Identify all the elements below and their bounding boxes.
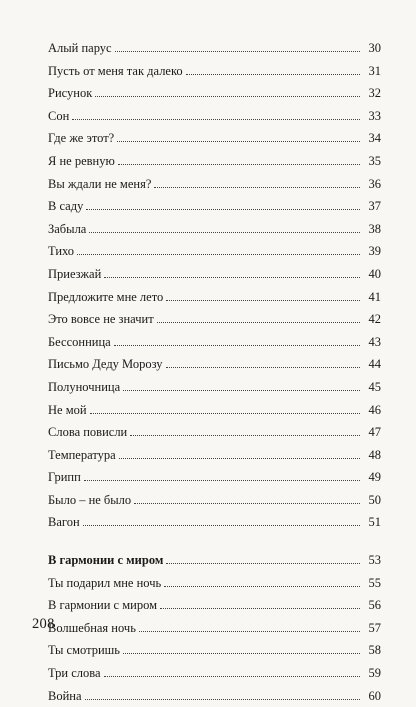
toc-entry-page: 40 xyxy=(368,266,381,281)
page-number: 208 xyxy=(32,616,55,632)
toc-entry xyxy=(48,617,381,640)
toc-entry xyxy=(48,466,381,489)
toc-entry xyxy=(48,60,381,83)
dot-leader xyxy=(160,608,360,609)
toc-entry xyxy=(48,662,381,685)
toc-entry-page: 30 xyxy=(368,41,381,55)
toc-entry xyxy=(48,308,381,331)
toc-entry-title: Волшебная ночь xyxy=(48,620,136,635)
toc-entry xyxy=(48,37,381,60)
toc-entry-title: Ты подарил мне ночь xyxy=(48,575,162,590)
dot-leader xyxy=(139,631,360,632)
toc-entry-title: Слова повисли xyxy=(48,425,128,440)
toc-entry-title: Забыла xyxy=(48,221,87,236)
toc-entry-page: 60 xyxy=(368,688,381,703)
toc-entry-title: Война xyxy=(48,688,82,703)
toc-group-2 xyxy=(48,572,381,707)
dot-leader xyxy=(166,300,360,301)
toc-entry xyxy=(48,263,381,286)
toc-entry-page: 41 xyxy=(368,289,381,304)
dot-leader xyxy=(114,345,360,346)
toc-entry-page: 32 xyxy=(368,86,381,101)
dot-leader xyxy=(166,367,360,368)
toc-entry xyxy=(48,399,381,422)
dot-leader xyxy=(72,119,360,120)
dot-leader xyxy=(115,51,360,52)
section-heading-entry xyxy=(48,549,381,572)
toc-entry-page: 55 xyxy=(368,575,381,590)
toc-entry-page: 59 xyxy=(368,666,381,681)
section-gap xyxy=(48,534,381,549)
toc-entry-title: Письмо Деду Морозу xyxy=(48,357,163,372)
toc-entry-title: Пусть от меня так далеко xyxy=(48,63,183,78)
dot-leader xyxy=(186,74,360,75)
toc-entry-page: 49 xyxy=(368,470,381,485)
dot-leader xyxy=(166,563,360,564)
toc-entry-page: 35 xyxy=(368,153,381,168)
toc-entry xyxy=(48,511,381,534)
toc-entry-page: 58 xyxy=(368,643,381,658)
toc-entry-page: 39 xyxy=(368,244,381,259)
toc-entry xyxy=(48,444,381,467)
toc-entry xyxy=(48,240,381,263)
dot-leader xyxy=(118,164,360,165)
dot-leader xyxy=(83,525,360,526)
toc-entry xyxy=(48,195,381,218)
toc-entry xyxy=(48,639,381,662)
dot-leader xyxy=(123,390,360,391)
toc-entry-page: 38 xyxy=(368,221,381,236)
toc-entry-title: Рисунок xyxy=(48,86,93,101)
toc-entry-title: Бессонница xyxy=(48,334,111,349)
toc-entry-title: В саду xyxy=(48,199,84,214)
toc-entry-page: 43 xyxy=(368,334,381,349)
toc-entry xyxy=(48,150,381,173)
toc-entry-page: 33 xyxy=(368,108,381,123)
toc-entry-title: В гармонии с миром xyxy=(48,598,157,613)
toc-entry-page: 48 xyxy=(368,447,381,462)
toc-entry xyxy=(48,572,381,595)
dot-leader xyxy=(77,254,360,255)
toc-entry-title: Я не ревную xyxy=(48,153,115,168)
dot-leader xyxy=(90,413,360,414)
dot-leader xyxy=(157,322,360,323)
toc-entry-title: Тихо xyxy=(48,244,75,259)
dot-leader xyxy=(164,586,360,587)
dot-leader xyxy=(119,458,360,459)
dot-leader xyxy=(84,480,360,481)
toc-entry xyxy=(48,489,381,512)
dot-leader xyxy=(104,277,360,278)
dot-leader xyxy=(85,699,360,700)
dot-leader xyxy=(89,232,360,233)
toc-entry-title: Ты смотришь xyxy=(48,643,120,658)
toc-entry-page: 47 xyxy=(368,425,381,440)
toc-entry xyxy=(48,286,381,309)
toc-entry-title: Вагон xyxy=(48,515,80,530)
table-of-contents xyxy=(48,37,381,707)
toc-entry-title: Грипп xyxy=(48,470,81,485)
toc-entry xyxy=(48,331,381,354)
toc-entry-title: Алый парус xyxy=(48,41,112,55)
toc-entry xyxy=(48,82,381,105)
toc-entry-page: 45 xyxy=(368,379,381,394)
toc-entry xyxy=(48,127,381,150)
toc-entry-title: Предложите мне лето xyxy=(48,289,164,304)
toc-entry-page: 34 xyxy=(368,131,381,146)
toc-entry-page: 57 xyxy=(368,620,381,635)
dot-leader xyxy=(104,676,360,677)
toc-entry-page: 37 xyxy=(368,199,381,214)
toc-entry-page: 51 xyxy=(368,515,381,530)
toc-entry-page: 46 xyxy=(368,402,381,417)
dot-leader xyxy=(123,653,360,654)
toc-entry-title: Где же этот? xyxy=(48,131,115,146)
section-heading-title: В гармонии с миром xyxy=(48,553,164,568)
toc-entry-page: 50 xyxy=(368,492,381,507)
toc-entry-title: Температура xyxy=(48,447,116,462)
toc-entry-title: Вы ждали не меня? xyxy=(48,176,152,191)
toc-entry xyxy=(48,218,381,241)
dot-leader xyxy=(95,96,360,97)
dot-leader xyxy=(86,209,360,210)
toc-entry-title: Было – не было xyxy=(48,492,132,507)
toc-entry-title: Это вовсе не значит xyxy=(48,312,154,327)
dot-leader xyxy=(134,503,360,504)
toc-entry-title: Приезжай xyxy=(48,266,102,281)
toc-entry-title: Три слова xyxy=(48,666,101,681)
toc-entry xyxy=(48,376,381,399)
toc-entry-title: Сон xyxy=(48,108,70,123)
toc-entry xyxy=(48,173,381,196)
toc-entry xyxy=(48,353,381,376)
toc-group-1 xyxy=(48,37,381,534)
toc-entry-page: 31 xyxy=(368,63,381,78)
toc-entry-page: 36 xyxy=(368,176,381,191)
toc-entry xyxy=(48,421,381,444)
dot-leader xyxy=(130,435,360,436)
dot-leader xyxy=(117,141,360,142)
toc-entry-title: Полуночница xyxy=(48,379,121,394)
toc-entry-page: 44 xyxy=(368,357,381,372)
dot-leader xyxy=(154,187,360,188)
toc-entry xyxy=(48,105,381,128)
section-heading-page: 53 xyxy=(368,553,381,568)
toc-entry xyxy=(48,594,381,617)
toc-entry-page: 42 xyxy=(368,312,381,327)
toc-entry xyxy=(48,685,381,707)
toc-entry-title: Не мой xyxy=(48,402,87,417)
toc-entry-page: 56 xyxy=(368,598,381,613)
